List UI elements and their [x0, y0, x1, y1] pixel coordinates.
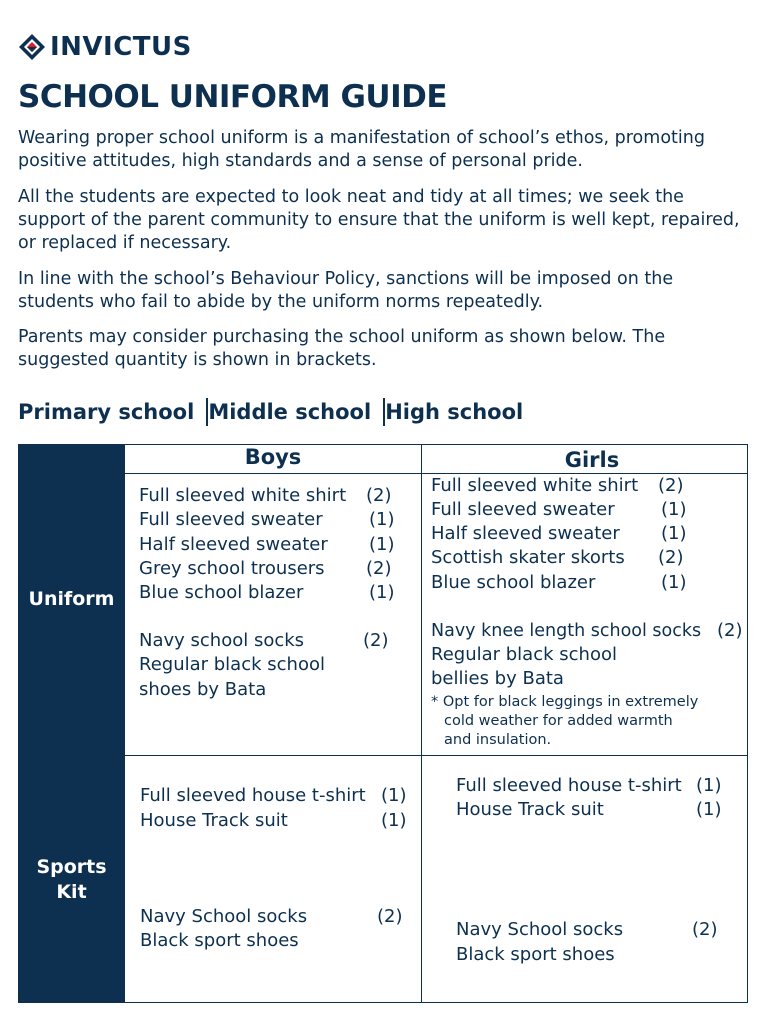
girls-uniform-qty: (1)	[661, 523, 687, 544]
row-label-sports-line2: Kit	[56, 880, 87, 903]
girls-uniform-qty: (2)	[658, 475, 684, 496]
intro-paragraph-1: Wearing proper school uniform is a manifestation of school’s ethos, promoting positive attitudes, high standards and a sense of personal pride.	[18, 128, 705, 171]
girls-uniform-qty: (2)	[658, 547, 684, 568]
boys-uniform-item: Half sleeved sweater	[139, 534, 328, 555]
girls-uniform-item: Half sleeved sweater	[431, 523, 620, 544]
girls-uniform-item: Full sleeved sweater	[431, 499, 615, 520]
girls-uniform-qty: (1)	[661, 572, 687, 593]
girls-uniform-note: * Opt for black leggings in extremely	[431, 694, 699, 710]
girls-uniform-item: Regular black school	[431, 644, 617, 665]
boys-uniform-qty: (2)	[366, 485, 392, 506]
boys-sports-qty: (2)	[377, 906, 403, 927]
girls-uniform-note: cold weather for added warmth	[444, 713, 673, 729]
boys-sports-item: Navy School socks	[140, 906, 308, 927]
table-border-right	[747, 444, 748, 1003]
girls-uniform-qty: (2)	[717, 620, 743, 641]
girls-sports-item: Full sleeved house t-shirt	[456, 775, 682, 796]
girls-sports-item: Navy School socks	[456, 919, 624, 940]
boys-uniform-item: Full sleeved white shirt	[139, 485, 347, 506]
boys-uniform-item: Navy school socks	[139, 630, 305, 651]
boys-sports-item: House Track suit	[140, 810, 288, 831]
girls-sports-qty: (2)	[692, 919, 718, 940]
boys-sports-item: Black sport shoes	[140, 930, 299, 951]
logo-mark-icon	[18, 33, 46, 61]
table-border-bottom	[125, 1002, 748, 1003]
girls-uniform-item: bellies by Bata	[431, 668, 564, 689]
boys-uniform-item: Full sleeved sweater	[139, 509, 323, 530]
level-middle: Middle school	[208, 400, 372, 424]
column-header-boys: Boys	[244, 445, 302, 469]
boys-sports-qty: (1)	[381, 785, 407, 806]
girls-uniform-item: Full sleeved white shirt	[431, 475, 639, 496]
row-label-sports-kit	[18, 756, 125, 1003]
boys-uniform-qty: (2)	[366, 558, 392, 579]
boys-uniform-item: Blue school blazer	[139, 582, 304, 603]
row-divider	[18, 755, 748, 756]
girls-sports-qty: (1)	[696, 775, 722, 796]
girls-sports-item: House Track suit	[456, 799, 604, 820]
level-primary: Primary school	[18, 400, 195, 424]
girls-sports-item: Black sport shoes	[456, 944, 615, 965]
boys-uniform-item: Regular black school	[139, 654, 325, 675]
column-header-girls: Girls	[564, 448, 620, 472]
logo-wordmark: INVICTUS	[50, 32, 192, 62]
level-high: High school	[385, 400, 524, 424]
boys-uniform-qty: (1)	[369, 534, 395, 555]
girls-sports-qty: (1)	[696, 799, 722, 820]
school-levels	[18, 398, 523, 426]
intro-paragraph-2: All the students are expected to look neat and tidy at all times; we seek the support of the parent community to ensure that the uniform is well kept, repaired, or replaced if necessary.	[18, 187, 740, 253]
row-label-uniform-text: Uniform	[28, 588, 115, 610]
girls-uniform-note: and insulation.	[444, 732, 552, 748]
intro-paragraph-3: In line with the school’s Behaviour Policy, sanctions will be imposed on the students who fail to abide by the uniform norms repeatedly.	[18, 269, 674, 312]
intro-paragraph-4: Parents may consider purchasing the school uniform as shown below. The suggested quantity is shown in brackets.	[18, 327, 666, 370]
boys-uniform-item: Grey school trousers	[139, 558, 325, 579]
girls-uniform-item: Scottish skater skorts	[431, 547, 625, 568]
invictus-logo	[18, 30, 192, 64]
boys-sports-qty: (1)	[381, 810, 407, 831]
row-label-uniform	[18, 444, 125, 755]
boys-uniform-qty: (2)	[363, 630, 389, 651]
boys-sports-item: Full sleeved house t-shirt	[140, 785, 366, 806]
boys-uniform-qty: (1)	[369, 582, 395, 603]
girls-uniform-item: Blue school blazer	[431, 572, 596, 593]
page-title: SCHOOL UNIFORM GUIDE	[18, 79, 448, 115]
boys-uniform-qty: (1)	[369, 509, 395, 530]
boys-uniform-item: shoes by Bata	[139, 679, 267, 700]
girls-uniform-item: Navy knee length school socks	[431, 621, 702, 641]
girls-uniform-qty: (1)	[661, 499, 687, 520]
column-divider	[421, 444, 422, 1003]
row-label-sports-line1: Sports	[36, 855, 107, 878]
